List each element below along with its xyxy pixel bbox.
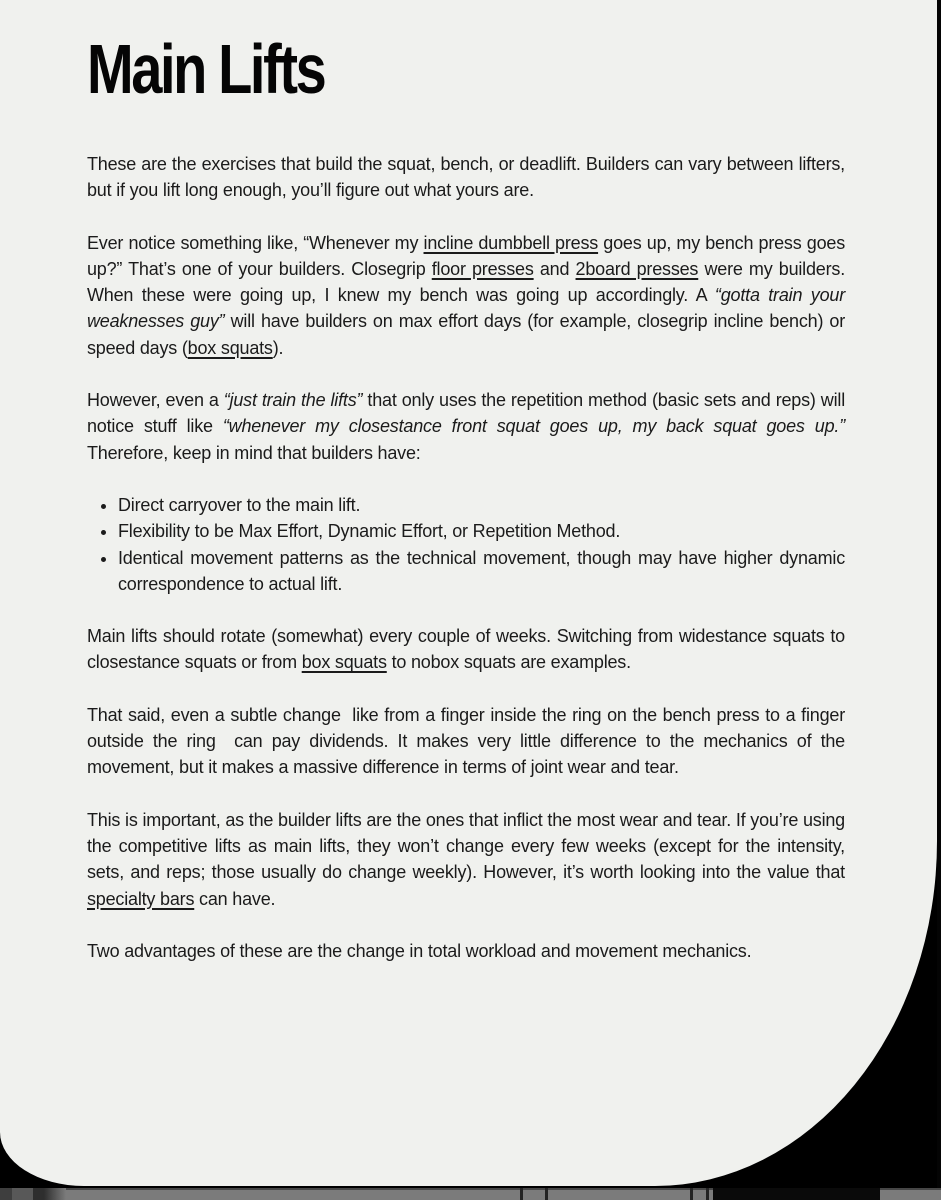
sliver-segment bbox=[12, 1188, 33, 1200]
paragraph bbox=[87, 938, 845, 964]
text-run: Ever notice something like, “Whenever my bbox=[87, 232, 424, 253]
text-run: were my builders. When these were going up, I knew my bench was going up accordingly. A bbox=[87, 258, 845, 306]
page-content bbox=[87, 0, 845, 990]
sliver-detail-mark bbox=[545, 1188, 548, 1200]
text-run: will have builders on max effort days (for example, closegrip incline bench) or speed days ( bbox=[87, 311, 845, 358]
inline-link[interactable]: incline dumbbell press bbox=[423, 232, 599, 253]
paragraph bbox=[87, 702, 845, 781]
sliver-detail-mark bbox=[520, 1188, 523, 1200]
page-title: Main Lifts bbox=[87, 30, 325, 108]
page-right-edge bbox=[937, 0, 941, 1188]
paragraph bbox=[87, 807, 845, 912]
paragraph bbox=[87, 151, 845, 204]
sliver-segment bbox=[44, 1188, 66, 1200]
text-run: goes up, my bench press goes up?” That’s one of your builders. Closegrip bbox=[87, 232, 845, 279]
bullet-item bbox=[118, 492, 845, 518]
inline-link[interactable]: box squats bbox=[187, 337, 273, 358]
inline-link[interactable]: specialty bars bbox=[87, 888, 195, 909]
text-run: This is important, as the builder lifts are the ones that inflict the most wear and tear. If you’re using the competitive lifts as main lifts, they won’t change every few weeks (except for the intensity, sets, and reps; those usually do change weekly). However, it’s worth looking into the value that bbox=[87, 809, 845, 883]
sliver-segment bbox=[0, 1188, 12, 1200]
text-run: Two advantages of these are the change in total workload and movement mechanics. bbox=[87, 940, 752, 961]
next-page-sliver bbox=[0, 1188, 941, 1200]
text-run: That said, even a subtle change like from a finger inside the ring on the bench press to a finger outside the ring can pay dividends. It makes very little difference to the mechanics of the movement, but it makes a massive difference in terms of joint wear and tear. bbox=[87, 704, 845, 778]
paragraph bbox=[87, 623, 845, 676]
text-run: Therefore, keep in mind that builders have: bbox=[87, 442, 421, 463]
sliver-detail-mark bbox=[706, 1188, 709, 1200]
inline-link[interactable]: 2board presses bbox=[575, 258, 699, 279]
paragraph bbox=[87, 230, 845, 361]
emphasis-text: “gotta train your weaknesses guy” bbox=[87, 285, 845, 332]
paragraph bbox=[87, 387, 845, 466]
text-run: Identical movement patterns as the technical movement, though may have higher dynamic correspondence to actual lift. bbox=[118, 547, 845, 594]
text-run: ). bbox=[272, 337, 284, 358]
text-run: and bbox=[533, 258, 576, 279]
inline-link[interactable]: box squats bbox=[301, 652, 387, 673]
text-run: However, even a bbox=[87, 390, 224, 411]
emphasis-text: “just train the lifts” bbox=[223, 390, 363, 411]
sliver-segment bbox=[33, 1188, 44, 1200]
bullet-item bbox=[118, 518, 845, 544]
text-run: Flexibility to be Max Effort, Dynamic Effort, or Repetition Method. bbox=[118, 521, 621, 542]
bullet-item bbox=[118, 545, 845, 598]
bullet-list bbox=[87, 492, 845, 597]
text-run: Direct carryover to the main lift. bbox=[118, 494, 361, 515]
text-run: Main lifts should rotate (somewhat) every couple of weeks. Switching from widestance squats to closestance squats or from bbox=[87, 626, 845, 673]
text-run: can have. bbox=[194, 888, 276, 909]
emphasis-text: “whenever my closestance front squat goes up, my back squat goes up.” bbox=[222, 416, 845, 437]
inline-link[interactable]: floor presses bbox=[431, 258, 534, 279]
text-run: These are the exercises that build the squat, bench, or deadlift. Builders can vary between lifters, but if you lift long enough, you’ll figure out what yours are. bbox=[87, 154, 845, 201]
sliver-dark-segment bbox=[713, 1188, 880, 1200]
text-run: to nobox squats are examples. bbox=[386, 652, 631, 673]
text-run: that only uses the repetition method (basic sets and reps) will notice stuff like bbox=[87, 390, 845, 437]
sliver-detail-mark bbox=[690, 1188, 693, 1200]
